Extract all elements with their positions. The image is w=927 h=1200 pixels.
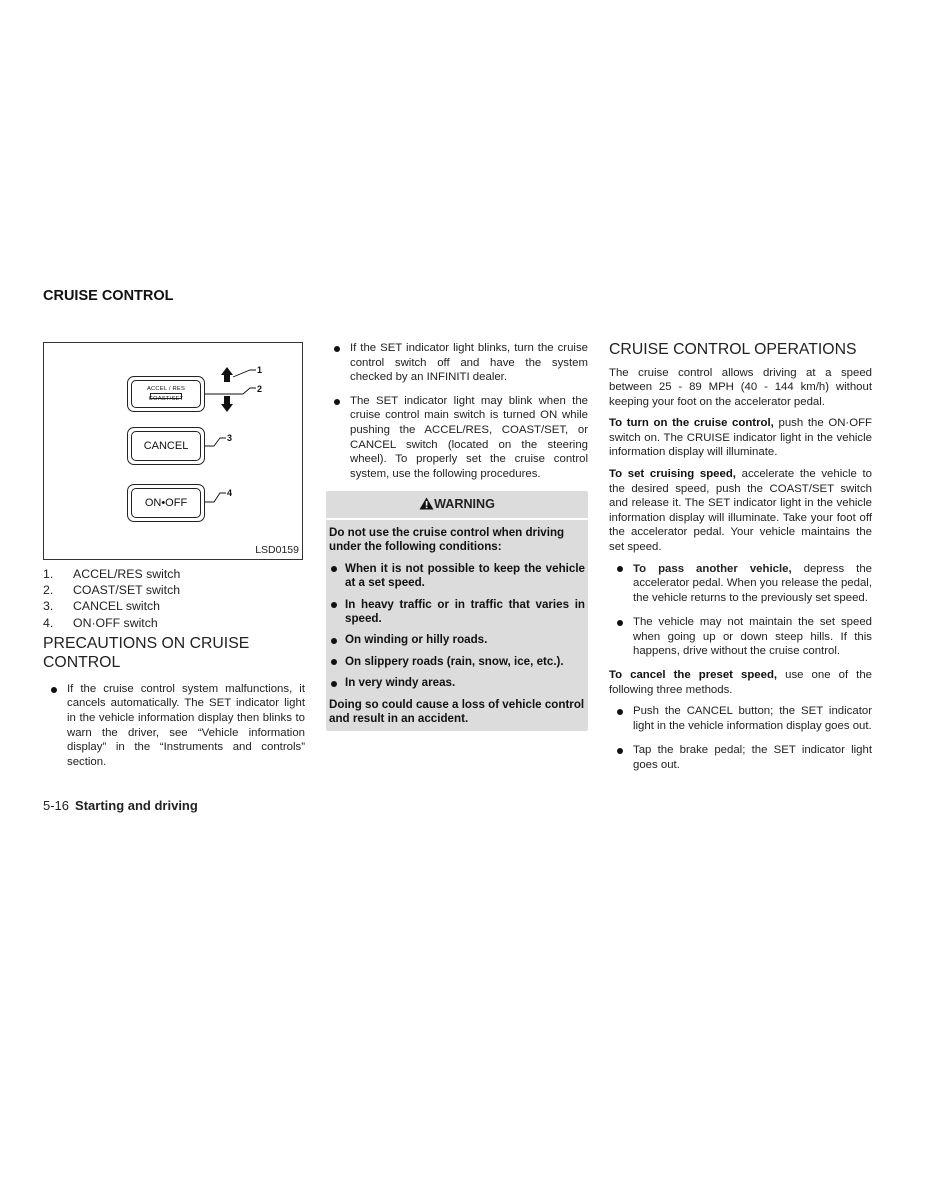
callout-lines: [44, 343, 304, 561]
warning-intro: Do not use the cruise control when driving under the following conditions:: [329, 525, 565, 554]
cancel-label: CANCEL: [131, 431, 201, 461]
cancel-paragraph: To cancel the preset speed, use one of the following three methods.: [609, 669, 872, 696]
coast-set-label: COAST/SET: [148, 396, 184, 403]
list-item: In very windy areas.: [329, 676, 585, 690]
figure-legend: [43, 566, 305, 631]
column-left: [43, 342, 305, 779]
legend-item: 2. COAST/SET switch: [43, 583, 181, 598]
precautions-list: [43, 682, 305, 770]
callout-1: 1: [257, 365, 263, 375]
warning-closing: Doing so could cause a loss of vehicle control and result in an accident.: [329, 697, 585, 725]
page-number: 5-16: [43, 798, 70, 813]
list-item: When it is not possible to keep the vehicle at a set speed.: [329, 562, 585, 591]
callout-2: 2: [257, 384, 263, 394]
cancel-methods-list: [609, 704, 872, 772]
list-item: The SET indicator light may blink when the cruise control main switch is turned ON while pushing the ACCEL/RES, COAST/SET, or CANCEL switch (located on the steering wheel). To properly set the cruise control system, use the following procedures.: [326, 394, 588, 482]
onoff-label: ON•OFF: [131, 488, 201, 518]
warning-header: [326, 491, 588, 520]
list-item: The vehicle may not maintain the set speed when going up or down steep hills. If this happens, drive without the cruise control.: [609, 615, 872, 659]
callout-4: 4: [227, 488, 233, 498]
legend-item: 1. ACCEL/RES switch: [43, 567, 181, 581]
callout-3: 3: [227, 433, 233, 443]
column-right: [609, 340, 872, 782]
list-item: If the SET indicator light blinks, turn the cruise control switch off and have the system checked by an INFINITI dealer.: [326, 341, 588, 385]
warning-list: [329, 562, 585, 691]
list-item: On winding or hilly roads.: [329, 633, 585, 647]
list-item: On slippery roads (rain, snow, ice, etc.).: [329, 655, 585, 669]
legend-item: 4. ON·OFF switch: [43, 615, 158, 630]
accel-res-label: ACCEL / RES: [146, 386, 186, 392]
down-arrow-icon: [221, 396, 233, 412]
operations-intro: The cruise control allows driving at a speed between 25 - 89 MPH (40 - 144 km/h) without keeping your foot on the accelerator pedal.: [609, 366, 872, 408]
warning-box: [326, 491, 588, 731]
operations-heading: CRUISE CONTROL OPERATIONS: [609, 341, 857, 358]
list-item: To pass another vehicle, depress the accelerator pedal. When you release the pedal, the vehicle returns to the previously set speed.: [609, 562, 872, 606]
precautions-heading: PRECAUTIONS ON CRUISE CONTROL: [43, 634, 250, 672]
chapter-title: Starting and driving: [75, 798, 198, 813]
operations-list: [609, 562, 872, 659]
list-item: In heavy traffic or in traffic that varies in speed.: [329, 598, 585, 627]
precautions-list-continued: [326, 341, 588, 481]
warning-title: WARNING: [434, 497, 495, 512]
turn-on-paragraph: To turn on the cruise control, push the ON·OFF switch on. The CRUISE indicator light in the vehicle information display will illuminate.: [609, 417, 872, 459]
page-footer: [43, 798, 198, 813]
list-item: Push the CANCEL button; the SET indicator light in the vehicle information display goes out.: [609, 704, 872, 733]
figure-code: LSD0159: [255, 544, 299, 557]
list-item: Tap the brake pedal; the SET indicator light goes out.: [609, 743, 872, 772]
legend-item: 3. CANCEL switch: [43, 599, 161, 614]
cruise-switch-figure: [43, 342, 303, 560]
list-item: If the cruise control system malfunctions, it cancels automatically. The SET indicator light in the vehicle information display then blinks to warn the driver, see “Vehicle information display” in the “Instruments and controls” section.: [43, 682, 305, 770]
section-title: CRUISE CONTROL: [43, 288, 174, 304]
set-speed-paragraph: To set cruising speed, accelerate the vehicle to the desired speed, push the COAST/SET switch and release it. The SET indicator light in the vehicle information display will illuminate. Take your foot off the accelerator pedal. Your vehicle maintains the set speed.: [609, 468, 872, 554]
warning-triangle-icon: [419, 497, 434, 514]
up-arrow-icon: [221, 367, 233, 382]
column-middle: [326, 341, 588, 731]
